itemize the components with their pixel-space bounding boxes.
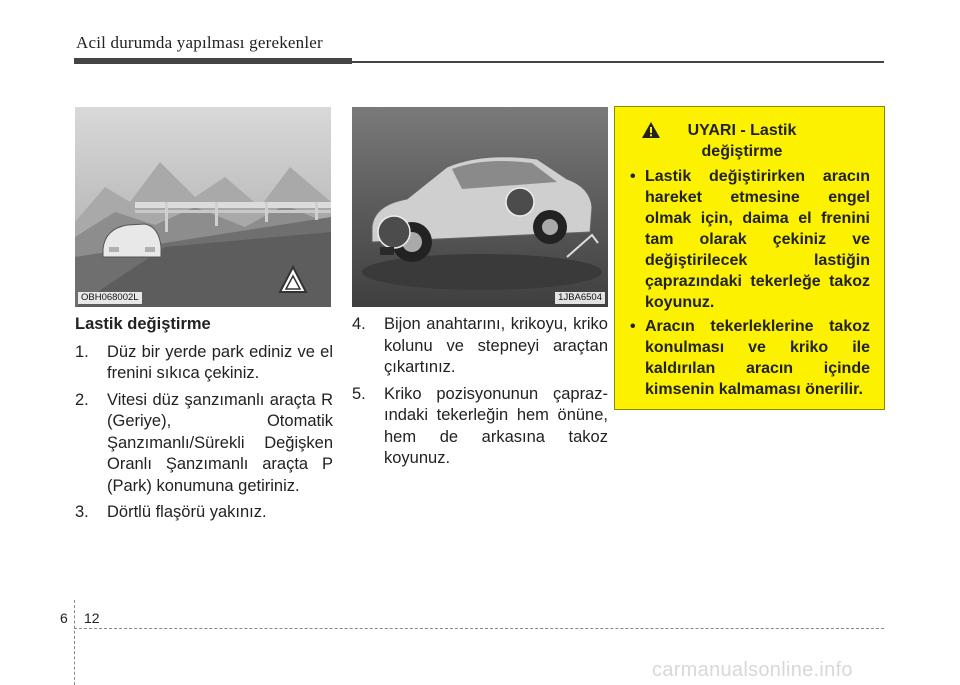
procedure-step: 2. Vitesi düz şanzımanlı araçta R (Geriye), Otomatik Şanzımanlı/Sürekli Değişken Oranlı Şanzımanlı araçta P (Park) konumuna getiriniz. [75,390,333,495]
warning-list [629,166,870,400]
procedure-column-left [75,314,333,529]
procedure-step: 3. Dörtlü flaşörü yakınız. [75,503,267,521]
procedure-step: 5. Kriko pozisyonunun çaprazındaki tekerleğin hem önüne, hem de arkasına takoz koyunuz. [352,384,608,467]
highway-illustration [75,107,331,307]
watermark: carmanualsonline.info [652,659,853,681]
bullet: • [630,318,636,335]
procedure-step: 1. Düz bir yerde park ediniz ve el frenini sıkıca çekiniz. [75,342,333,382]
warning-box [614,106,885,410]
figure-code-label: OBH068002L [78,292,142,304]
figure-car-wheel-chock [352,107,608,307]
warning-item: • Aracın tekerleklerine takoz konulması ve kriko ile kaldırılan aracın içinde kimsenin kalmaması önerilir. [630,318,870,398]
header-rule-thick [74,58,352,64]
warning-triangle-icon [642,122,660,138]
procedure-steps-list-continued [352,314,608,470]
warning-heading [629,120,870,162]
bullet: • [630,168,636,185]
warning-title: UYARI - Lastik değiştirme [687,122,797,160]
footer-rule [74,628,884,629]
procedure-column-middle [352,314,608,475]
figure-code-label: 1JBA6504 [555,292,605,304]
footer-divider [74,600,75,685]
section-title: Lastik değiştirme [75,315,211,333]
warning-item: • Lastik değiştirirken aracın hareket etmesine engel olmak için, daima el frenini tam olarak çekiniz ve değiştirilecek lastiğin çaprazındaki tekerleğe takoz koyunuz. [630,168,870,311]
procedure-step: 4. Bijon anahtarını, krikoyu, kriko kolunu ve stepneyi araçtan çıkartınız. [352,315,608,376]
procedure-steps-list [75,342,333,524]
page-header-title: Acil durumda yapılması gerekenler [76,33,323,52]
page-number: 12 [84,610,100,626]
chapter-number: 6 [60,610,68,626]
header-rule-thin [352,61,884,63]
figure-parked-car-warning-triangle [75,107,331,307]
car-illustration [352,107,608,307]
